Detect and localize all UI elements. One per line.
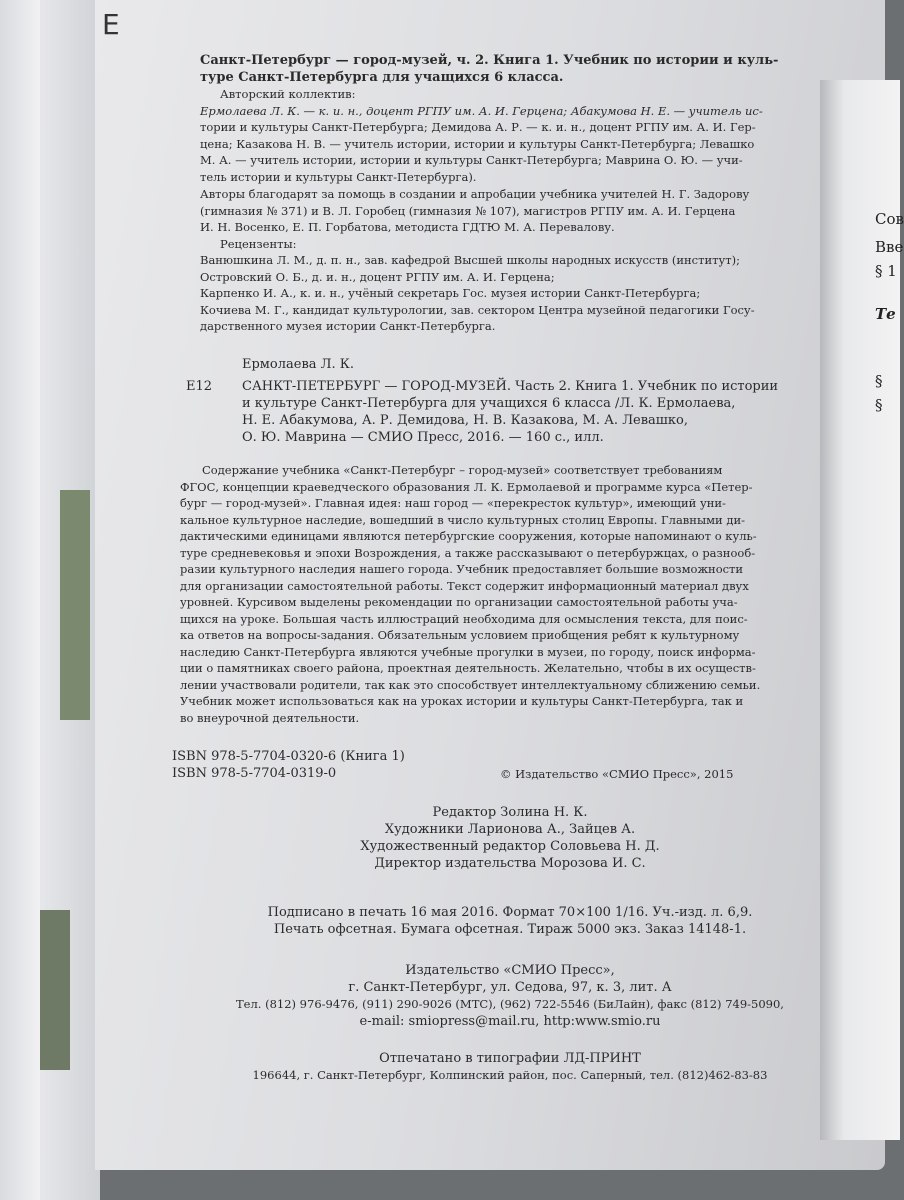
text-line: туре средневековья и эпохи Возрождения, а также рассказывают о петербуржцах, о разнооб- [180,545,756,560]
text-line: Островский О. Б., д. и. н., доцент РГПУ им. А. И. Герцена; [200,269,555,284]
text-line: и культуре Санкт-Петербурга для учащихся 6 класса /Л. К. Ермолаева, [242,396,736,411]
text-line: лении участвовали родители, так как это способствует интеллектуальному сближению семьи. [180,677,761,692]
title-block [200,52,820,185]
text-line: дактическими единицами являются петербургские сооружения, которые напоминают о куль- [180,529,757,543]
text-line: кальное культурное наследие, вошедший в число культурных столиц Европы. Главными ди- [180,512,745,527]
text-line: (гимназия № 371) и В. Л. Горобец (гимназия № 107), магистров РГПУ им. А. И. Герцена [200,203,736,218]
text-line: Печать офсетная. Бумага офсетная. Тираж 5000 экз. Заказ 14148-1. [273,922,747,937]
handwritten-mark: Е [102,8,120,41]
text-line: Ермолаева Л. К. — к. и. н., доцент РГПУ им. А. И. Герцена; Абакумова Н. Е. — учитель ис- [200,103,763,118]
text-line: Директор издательства Морозова И. С. [374,856,646,871]
background-left [0,0,40,1200]
text-line: Санкт-Петербург — город-музей, ч. 2. Книга 1. Учебник по истории и куль- [200,53,779,68]
reviewers-heading: Рецензенты: [220,236,297,251]
text-line: бург — город-музей». Главная идея: наш город — «перекресток культур», имеющий уни- [180,496,726,510]
publisher-block [200,962,820,1030]
text-line: дарственного музея истории Санкт-Петербурга. [200,319,496,333]
right-page-text: Сов [875,210,904,228]
right-page-text: § [875,372,883,390]
text-line: Содержание учебника «Санкт-Петербург – город-музей» соответствует требованиям [202,463,723,477]
book-cover-edge [40,0,100,1200]
right-page-text: Те [875,305,896,323]
text-line: М. А. — учитель истории, истории и культуры Санкт-Петербурга; Маврина О. Ю. — учи- [200,153,743,167]
text-line: щихся на уроке. Большая часть иллюстраций необходима для осмысления текста, для поис- [180,611,748,626]
text-line: уровней. Курсивом выделены рекомендации по организации самостоятельной работы уча- [180,595,738,609]
text-line: наследию Санкт-Петербурга являются учебные прогулки в музеи, по городу, поиск информа- [180,644,756,659]
text-line: тории и культуры Санкт-Петербурга; Демидова А. Р. — к. и. н., доцент РГПУ им. А. И. Гер- [200,120,756,134]
cover-photo-strip [40,910,70,1070]
authors-heading: Авторский коллектив: [220,87,356,101]
right-page-text: § 1 [875,262,897,280]
text-line: Учебник может использоваться как на уроках истории и культуры Санкт-Петербурга, так и [180,694,744,708]
text-line: О. Ю. Маврина — СМИО Пресс, 2016. — 160 с., илл. [242,430,604,445]
text-line: разии культурного наследия нашего города. Учебник предоставляет большие возможности [180,562,744,576]
isbn-line: ISBN 978-5-7704-0319-0 [172,766,337,781]
text-line: ка ответов на вопросы-задания. Обязательным условием приобщения ребят к культурному [180,628,740,642]
text-line: цена; Казакова Н. В. — учитель истории, истории и культуры Санкт-Петербурга; Левашко [200,136,755,151]
author-name: Ермолаева Л. К. [242,357,354,372]
text-line: тель истории и культуры Санкт-Петербурга). [200,169,477,184]
text-line: г. Санкт-Петербург, ул. Седова, 97, к. 3, лит. А [348,980,672,995]
text-line: Н. Е. Абакумова, А. Р. Демидова, Н. В. Казакова, М. А. Левашко, [242,413,688,428]
catalog-code: Е12 [186,379,213,394]
text-line: во внеурочной деятельности. [180,710,360,725]
text-line: Отпечатано в типографии ЛД-ПРИНТ [379,1051,641,1066]
text-line: Тел. (812) 976-9476, (911) 290-9026 (МТС), (962) 722-5546 (БиЛайн), факс (812) 749-5090, [236,997,784,1011]
copyright: © Издательство «СМИО Пресс», 2015 [500,767,734,781]
text-line: Подписано в печать 16 мая 2016. Формат 70×100 1/16. Уч.-изд. л. 6,9. [267,905,753,920]
text-line: Художественный редактор Соловьева Н. Д. [360,839,660,854]
catalog-block [186,356,820,446]
text-line: Кочиева М. Г., кандидат культурологии, зав. сектором Центра музейной педагогики Госу- [200,302,755,317]
text-line: e-mail: smiopress@mail.ru, http:www.smio.ru [359,1013,661,1029]
isbn-block [172,748,792,782]
cover-photo-strip [60,490,90,720]
right-page-text: Вве [875,238,904,256]
annotation-block [180,462,800,726]
text-line: Авторы благодарят за помощь в создании и апробации учебника учителей Н. Г. Задорову [200,187,750,201]
thanks-block [200,186,820,335]
text-line: Художники Ларионова А., Зайцев А. [384,822,636,837]
text-line: САНКТ-ПЕТЕРБУРГ — ГОРОД-МУЗЕЙ. Часть 2. Книга 1. Учебник по истории [242,379,779,394]
printer-block [200,1050,820,1084]
text-line: Редактор Золина Н. К. [432,805,588,820]
isbn-line: ISBN 978-5-7704-0320-6 (Книга 1) [172,749,405,764]
text-line: Карпенко И. А., к. и. н., учёный секретарь Гос. музея истории Санкт-Петербурга; [200,286,701,300]
text-line: Издательство «СМИО Пресс», [405,963,615,978]
text-line: туре Санкт-Петербурга для учащихся 6 класса. [200,70,564,85]
text-line: ФГОС, концепции краеведческого образования Л. К. Ермолаевой и программе курса «Петер- [180,479,753,494]
print-info-block [200,904,820,938]
right-page-text: § [875,396,883,414]
text-line: ции о памятниках своего района, проектная деятельность. Желательно, чтобы в их осуществ- [180,661,756,675]
credits-block [200,804,820,872]
text-line: для организации самостоятельной работы. Текст содержит информационный материал двух [180,578,749,593]
text-line: И. Н. Восенко, Е. П. Горбатова, методиста ГДТЮ М. А. Перевалову. [200,220,615,234]
text-line: 196644, г. Санкт-Петербург, Колпинский район, пос. Саперный, тел. (812)462-83-83 [252,1068,768,1082]
text-line: Ванюшкина Л. М., д. п. н., зав. кафедрой Высшей школы народных искусств (институт); [200,253,740,267]
